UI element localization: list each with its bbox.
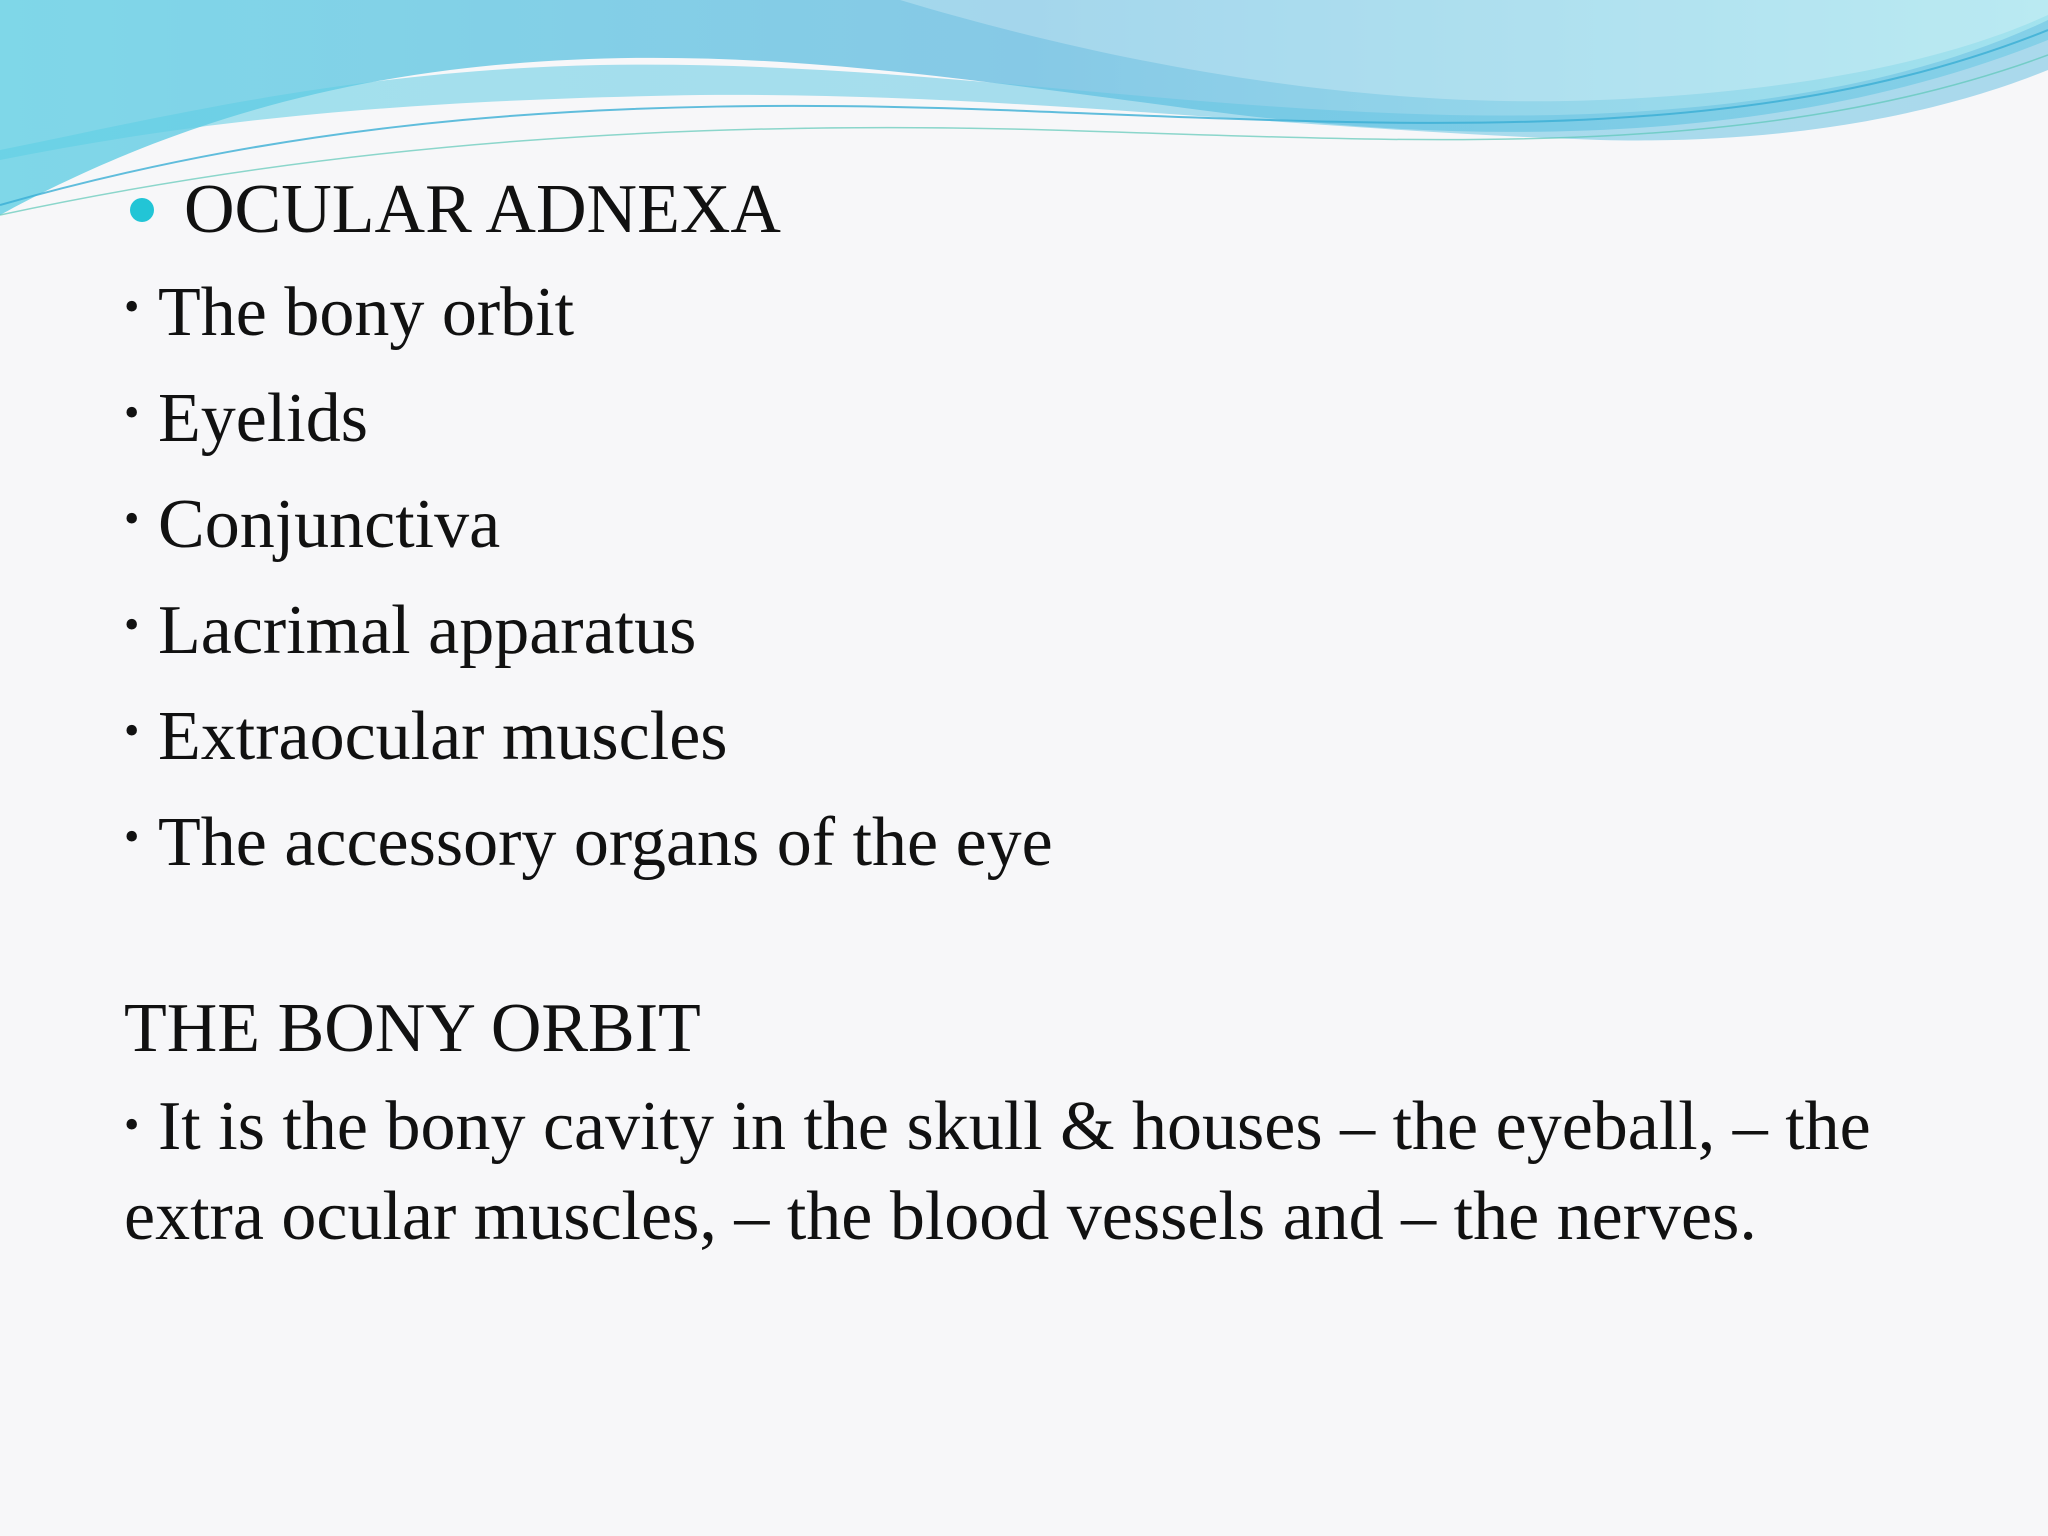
list-item-text: Eyelids: [158, 380, 368, 457]
list-item-text: Lacrimal apparatus: [158, 592, 697, 669]
bullet-dot: •: [124, 706, 140, 755]
list-item: [124, 472, 1924, 578]
list-item-text: The bony orbit: [158, 274, 575, 351]
list-item-text: The accessory organs of the eye: [158, 804, 1053, 881]
paragraph-text: It is the bony cavity in the skull & houses – the eyeball, – the extra ocular muscles, – the blood vessels and – the nerves.: [124, 1088, 1871, 1255]
bullet-dot: •: [124, 600, 140, 649]
bullet-dot: •: [124, 282, 140, 331]
list-item: [124, 578, 1924, 684]
heading: OCULAR ADNEXA: [184, 171, 781, 248]
list-item: [124, 260, 1924, 366]
section-paragraph: [124, 1082, 1924, 1262]
list-item: [124, 790, 1924, 896]
list-item: [124, 366, 1924, 472]
bullet-dot: •: [124, 812, 140, 861]
list-item-text: Conjunctiva: [158, 486, 501, 563]
list-item: [124, 684, 1924, 790]
list-item-text: Extraocular muscles: [158, 698, 728, 775]
heading-row: [124, 160, 1924, 260]
bullet-dot: •: [124, 494, 140, 543]
accent-bullet: [130, 198, 154, 222]
bullet-list: [124, 260, 1924, 896]
section-title: THE BONY ORBIT: [124, 990, 701, 1067]
bullet-dot: •: [124, 388, 140, 437]
slide-content: [124, 160, 1924, 1262]
bullet-dot: •: [124, 1100, 140, 1149]
